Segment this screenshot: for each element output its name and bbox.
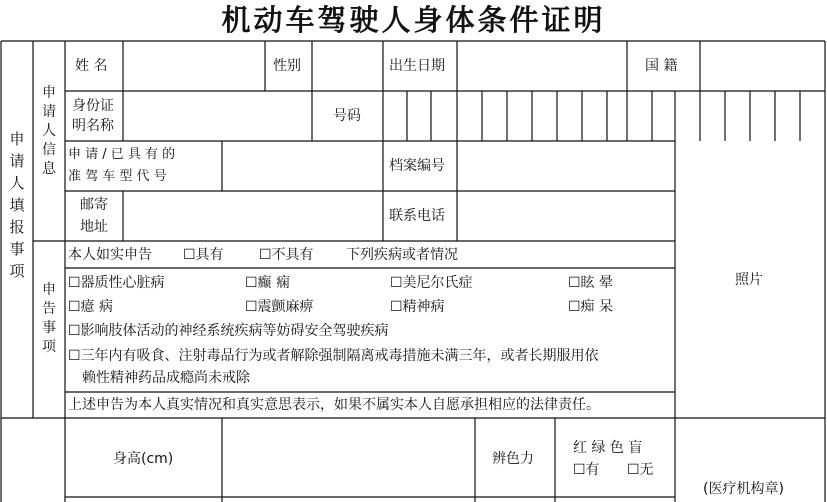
nationality-label: 国 籍 <box>645 58 678 74</box>
license-class-label-line1: 申 请 / 已 具 有 的 <box>68 147 176 162</box>
postal-label-line2: 地址 <box>80 219 108 235</box>
condition-checkbox-nerve[interactable]: ☐影响肢体活动的神经系统疾病等妨碍安全驾驶疾病 <box>68 323 389 339</box>
id-type-label-line1: 身份证 <box>72 98 114 114</box>
disease-checkbox-dementia[interactable]: ☐痴 呆 <box>568 299 614 315</box>
disease-checkbox-heart[interactable]: ☐器质性心脏病 <box>68 275 165 291</box>
side-label-main: 申请人填报事项 <box>9 130 25 280</box>
archive-number-label: 档案编号 <box>389 158 445 174</box>
side-label-declaration: 申告事项 <box>42 282 56 355</box>
page-title: 机动车驾驶人身体条件证明 <box>221 3 606 37</box>
disease-checkbox-parkinson[interactable]: ☐震颤麻痹 <box>245 299 314 315</box>
disease-checkbox-meniere[interactable]: ☐美尼尔氏症 <box>390 275 473 291</box>
color-blind-label: 红 绿 色 盲 <box>573 440 643 456</box>
height-label: 身高(cm) <box>113 451 174 467</box>
color-vision-label: 辨色力 <box>492 451 534 467</box>
id-number-label: 号码 <box>333 108 361 124</box>
declaration-intro: 本人如实申告 <box>68 247 152 263</box>
condition-drug-continued: 赖性精神药品成瘾尚未戒除 <box>82 370 250 386</box>
phone-label: 联系电话 <box>389 208 445 224</box>
legal-statement: 上述申告为本人真实情况和真实意思表示，如果不属实本人自愿承担相应的法律责任。 <box>68 397 600 413</box>
photo-label: 照片 <box>735 272 763 288</box>
declaration-intro-tail: 下列疾病或者情况 <box>346 247 458 263</box>
side-label-info: 申请人信息 <box>42 85 56 177</box>
disease-checkbox-epilepsy[interactable]: ☐癫 痫 <box>245 275 291 291</box>
name-label: 姓 名 <box>75 58 108 74</box>
birth-date-label: 出生日期 <box>389 58 445 74</box>
option-has-checkbox[interactable]: ☐具有 <box>183 247 224 263</box>
disease-checkbox-vertigo[interactable]: ☐眩 晕 <box>568 275 614 291</box>
option-not-has-checkbox[interactable]: ☐不具有 <box>259 247 314 263</box>
postal-label-line1: 邮寄 <box>80 197 108 213</box>
license-class-label-line2: 准 驾 车 型 代 号 <box>68 169 167 184</box>
condition-checkbox-drug[interactable]: ☐三年内有吸食、注射毒品行为或者解除强制隔离戒毒措施未满三年，或者长期服用依 <box>68 348 599 364</box>
id-type-label-line2: 明名称 <box>72 118 114 134</box>
medical-stamp-label: (医疗机构章) <box>703 481 784 497</box>
gender-label: 性别 <box>273 58 301 74</box>
disease-checkbox-psychosis[interactable]: ☐精神病 <box>390 299 445 315</box>
color-blind-yes-checkbox[interactable]: ☐有 <box>573 462 600 478</box>
color-blind-no-checkbox[interactable]: ☐无 <box>627 462 654 478</box>
disease-checkbox-hysteria[interactable]: ☐癔 病 <box>68 299 114 315</box>
